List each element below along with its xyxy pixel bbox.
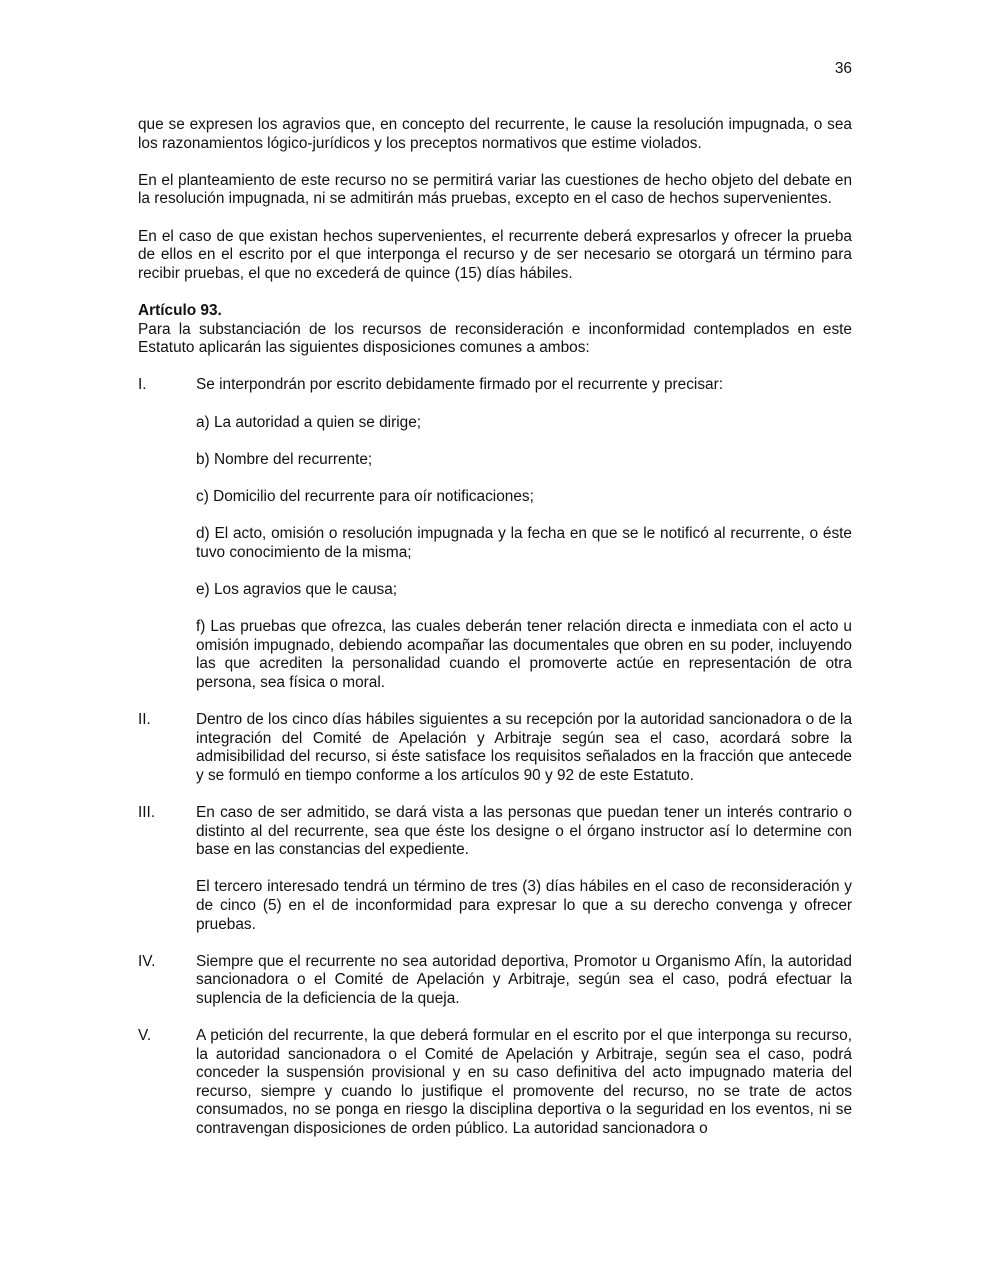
sublist-item: f) Las pruebas que ofrezca, las cuales deberán tener relación directa e inmediata con el acto u omisión impugnado, debiendo acompañar las documentales que obren en su poder, incluyendo las que acrediten la personalidad cuando el promoverte actúe en representación de otra persona, sea física o moral. (196, 618, 852, 691)
paragraph: En el planteamiento de este recurso no se permitirá variar las cuestiones de hecho objeto del debate en la resolución impugnada, ni se admitirán más pruebas, excepto en el caso de hechos supervenientes. (138, 171, 852, 208)
list-item-number: III. (138, 803, 156, 821)
list-item-text: Dentro de los cinco días hábiles siguientes a su recepción por la autoridad sancionadora o de la integración del Comité de Apelación y Arbitraje según sea el caso, acordará sobre la admisibilidad del recurso, si éste satisface los requisitos señalados en la fracción que antecede y se formuló en tiempo conforme a los artículos 90 y 92 de este Estatuto. (196, 711, 852, 784)
sublist-item: a) La autoridad a quien se dirige; (196, 413, 422, 431)
list-item (138, 953, 852, 1009)
list-item-text: El tercero interesado tendrá un término de tres (3) días hábiles en el caso de reconsideración y de cinco (5) en el de inconformidad para expresar lo que a su derecho convenga y ofrecer pruebas. (196, 878, 852, 933)
document-body (138, 116, 852, 1157)
sublist-item: e) Los agravios que le causa; (196, 580, 398, 598)
paragraph: que se expresen los agravios que, en concepto del recurrente, le cause la resolución impugnada, o sea los razonamientos lógico-jurídicos y los preceptos normativos que estime violados. (138, 116, 852, 152)
article-heading: Artículo 93. (138, 301, 222, 319)
list-item-number: II. (138, 711, 151, 728)
list-item-text: En caso de ser admitido, se dará vista a las personas que puedan tener un interés contrario o distinto al del recurrente, sea que éste los designe o el órgano instructor así lo determine con base en las constancias del expediente. (196, 803, 852, 859)
list-item-number: V. (138, 1027, 152, 1045)
sublist-item: c) Domicilio del recurrente para oír notificaciones; (196, 487, 534, 505)
sublist (196, 414, 852, 693)
list-item-body (196, 804, 852, 934)
list-item-text: A petición del recurrente, la que deberá formular en el escrito por el que interponga su recurso, la autoridad sancionadora o el Comité de Apelación y Arbitraje, según sea el caso, podrá conceder la suspensión provisional y en su caso definitiva del acto impugnado materia del recurso, siempre y cuando lo justifique el promovente del recurso, no se trate de actos consumados, no se ponga en riesgo la disciplina deportiva o la seguridad en los eventos, ni se contravengan disposiciones de orden público. La autoridad sancionadora o (196, 1027, 852, 1138)
sublist-item: b) Nombre del recurrente; (196, 450, 373, 468)
list-item (138, 711, 852, 785)
sublist-item: d) El acto, omisión o resolución impugnada y la fecha en que se le notificó al recurrente, o éste tuvo conocimiento de la misma; (196, 525, 852, 561)
list-item-text: Siempre que el recurrente no sea autoridad deportiva, Promotor u Organismo Afín, la autoridad sancionadora o el Comité de Apelación y Arbitraje, según sea el caso, podrá efectuar la suplencia de la deficiencia de la queja. (196, 952, 852, 1007)
list-item (138, 376, 852, 395)
paragraph: En el caso de que existan hechos supervenientes, el recurrente deberá expresarlos y ofrecer la prueba de ellos en el escrito por el que interponga el recurso y de ser necesario se otorgará un término para recibir pruebas, el que no excederá de quince (15) días hábiles. (138, 227, 852, 282)
article-intro: Para la substanciación de los recursos de reconsideración e inconformidad contemplados en este Estatuto aplicarán las siguientes disposiciones comunes a ambos: (138, 320, 852, 357)
list-item-number: IV. (138, 952, 156, 970)
list-item (138, 804, 852, 934)
list-item-text: Se interpondrán por escrito debidamente firmado por el recurrente y precisar: (196, 376, 723, 394)
page-number: 36 (834, 60, 852, 77)
list-item-number: I. (138, 376, 147, 394)
list-item (138, 1027, 852, 1139)
